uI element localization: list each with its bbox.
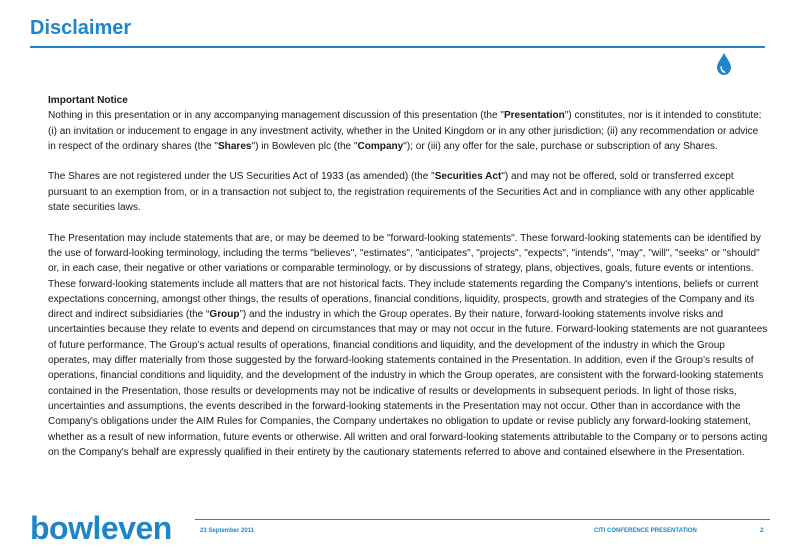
footer-date: 23 September 2011	[200, 528, 255, 534]
paragraph-forward-looking	[48, 231, 768, 460]
text-run: ") in Bowleven plc (the "	[251, 140, 358, 152]
text-run: ") and may not be offered, sold or transferred except pursuant to an exemption from, or in a transaction not subject to, the registration requirements of the Securities Act and in compliance with any other applicable state securities laws.	[48, 171, 755, 214]
page-title: Disclaimer	[30, 17, 132, 39]
paragraph-presentation	[48, 108, 768, 154]
text-run: The Presentation may include statements that are, or may be deemed to be "forward-looking statements". These forward-looking statements can be identified by the use of forward-looking terminology, including the terms "believes", "estimates", "anticipates", "projects", "expects", "intends", "may", "will", "seeks" or "should" or, in each case, their negative or other variations or comparable terminology, or by discussions of strategy, plans, objectives, goals, future events or intentions. These forward-looking statements include all matters that are not historical facts. They include statements regarding the Company's intentions, beliefs or current expectations concerning, amongst other things, the results of operations, financial conditions, liquidity, prospects, growth and strategies of the Company and its direct and indirect subsidiaries (the “	[48, 232, 761, 321]
defined-term-company: Company	[357, 140, 404, 152]
text-run: "); or (iii) any offer for the sale, purchase or subscription of any Shares.	[403, 140, 718, 152]
notice-heading: Important Notice	[48, 95, 128, 106]
logo-wordmark: bowleven	[30, 510, 172, 546]
text-run: ”) and the industry in which the Group operates. By their nature, forward-looking statements involve risks and uncertainties because they relate to events and depend on circumstances that may or may not occur in the future. Forward-looking statements are not guarantees of future performance. The Group’s actual results of operations, financial conditions and liquidity, and the development of the industry in which the Group operates, may differ materially from those suggested by the forward-looking statements contained in the Presentation. In addition, even if the Group’s results of operations, financial conditions and liquidity, and the development of the industry in which the Group operates, are consistent with the forward-looking statements contained in the Presentation, those results or developments may not be indicative of results or developments in subsequent periods. In light of those risks, uncertainties and assumptions, the events described in the forward-looking statements in the Presentation may not occur. Other than in accordance with the Company's obligations under the AIM Rules for Companies, the Company undertakes no obligation to update or revise publicly any forward-looking statement, whether as a result of new information, future events or otherwise. All written and oral forward-looking statements attributable to the Company or to persons acting on the Company's behalf are expressly qualified in their entirety by the cautionary statements referred to above and contained elsewhere in the Presentation.	[48, 309, 768, 458]
page-number: 2	[760, 527, 764, 534]
text-run: Nothing in this presentation or in any accompanying management discussion of this presentation (the "	[48, 110, 504, 122]
defined-term-securities-act: Securities Act	[434, 171, 502, 183]
footer-divider	[195, 519, 770, 520]
header-divider	[30, 46, 765, 48]
defined-term-presentation: Presentation	[503, 110, 565, 122]
paragraph-securities-act	[48, 169, 768, 215]
disclaimer-body	[48, 93, 768, 475]
water-drop-icon	[715, 52, 733, 76]
defined-term-shares: Shares	[217, 140, 252, 152]
text-run: ") constitutes, nor is it intended to constitute: (i) an invitation or inducement to engage in any investment activity, whether in the United Kingdom or in any other jurisdiction; (ii) any recommendation or advice in respect of the ordinary shares (the "	[48, 110, 762, 152]
bowleven-logo	[28, 508, 198, 546]
defined-term-group: Group	[209, 309, 240, 321]
text-run: The Shares are not registered under the US Securities Act of 1933 (as amended) (the "	[48, 171, 435, 183]
footer-conference-title: CITI CONFERENCE PRESENTATION	[594, 528, 697, 534]
